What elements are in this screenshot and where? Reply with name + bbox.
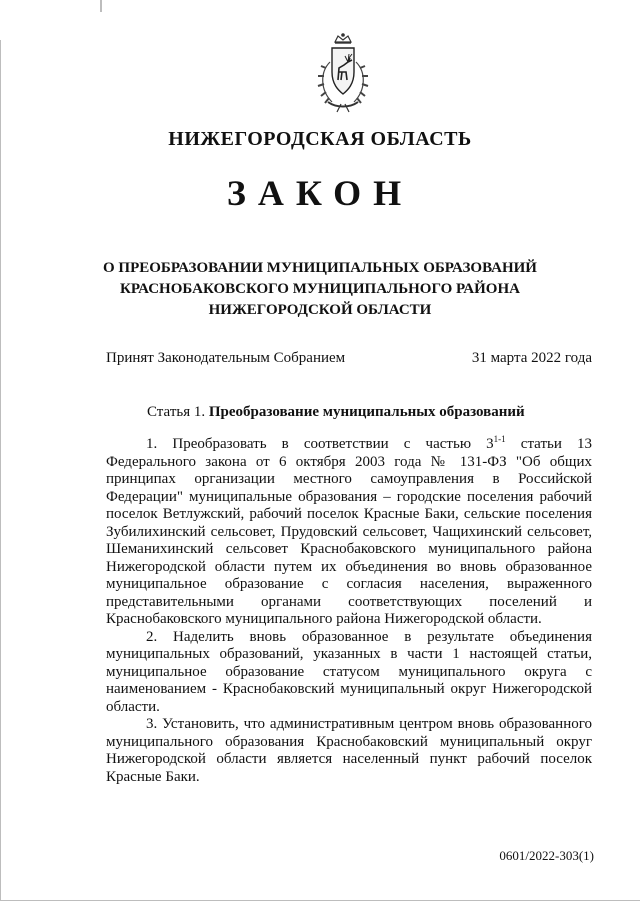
- paragraph-text: статьи 13: [505, 436, 593, 452]
- paragraph-line: представительными органами соответствующих поселений и: [106, 593, 592, 610]
- paragraph-line: Шеманихинский сельсовет Краснобаковского муниципального района: [106, 541, 592, 557]
- scan-edge-mark: [0, 40, 1, 900]
- paragraph-line: [106, 436, 592, 454]
- paragraph-line: Федерации" муниципальные образования – городские поселения рабочий: [106, 488, 592, 505]
- adopted-by: Принят Законодательным Собранием: [106, 350, 346, 366]
- paragraph-line: Зубилихинский сельсовет, Прудовский сельсовет, Чащихинский сельсовет,: [106, 523, 592, 540]
- article-label: Статья 1.: [147, 404, 206, 420]
- paragraph-line: Нижегородской области путем их объединения во вновь образованное: [106, 558, 592, 575]
- adoption-line: [106, 350, 592, 367]
- paragraph-line: муниципальное образование статусом муниципального округа с: [106, 663, 592, 680]
- law-subject-line: О ПРЕОБРАЗОВАНИИ МУНИЦИПАЛЬНЫХ ОБРАЗОВАНИЙ: [103, 260, 537, 276]
- scan-edge-mark: [0, 900, 640, 901]
- law-subject: [60, 258, 580, 321]
- paragraph-line: Красные Баки.: [106, 768, 200, 785]
- document-code: 0601/2022-303(1): [499, 848, 594, 863]
- superscript: 1-1: [493, 434, 506, 444]
- paragraph-2: [106, 629, 592, 717]
- paragraph-line: Федерального закона от 6 октября 2003 года № 131-ФЗ "Об общих: [106, 453, 592, 470]
- article-body: [106, 436, 592, 786]
- adoption-date: 31 марта 2022 года: [471, 350, 592, 366]
- paragraph-line: Нижегородской области является населенный пункт рабочий поселок: [106, 751, 592, 767]
- law-subject-line: НИЖЕГОРОДСКОЙ ОБЛАСТИ: [208, 302, 432, 318]
- article-title: Преобразование муниципальных образований: [208, 404, 525, 420]
- paragraph-1: [106, 436, 592, 629]
- paragraph-text: 1. Преобразовать в соответствии с частью 3: [146, 436, 494, 452]
- paragraph-line: муниципальных образований, указанных в части 1 настоящей статьи,: [106, 646, 592, 662]
- paragraph-line: Краснобаковского муниципального района Нижегородской области.: [106, 611, 542, 627]
- document-type-title: ЗАКОН: [226, 173, 414, 213]
- paragraph-line: муниципального образования Краснобаковский муниципальный округ: [106, 733, 592, 750]
- paragraph-line: 3. Установить, что административным центром вновь образованного: [146, 716, 592, 732]
- article-heading: [147, 404, 525, 421]
- region-title: НИЖЕГОРОДСКАЯ ОБЛАСТЬ: [168, 128, 472, 150]
- coat-of-arms-icon: [308, 32, 378, 114]
- paragraph-line: наименованием - Краснобаковский муниципальный округ Нижегородской: [106, 681, 592, 697]
- scan-edge-mark: [100, 0, 102, 12]
- law-subject-line: КРАСНОБАКОВСКОГО МУНИЦИПАЛЬНОГО РАЙОНА: [120, 281, 520, 297]
- paragraph-line: области.: [106, 698, 160, 715]
- paragraph-line: муниципальное образование с согласия населения, выраженного: [106, 576, 592, 592]
- paragraph-line: принципах организации местного самоуправления в Российской: [106, 471, 592, 487]
- paragraph-line: 2. Наделить вновь образованное в результате объединения: [146, 628, 592, 645]
- paragraph-3: [106, 716, 592, 786]
- paragraph-line: поселок Ветлужский, рабочий поселок Красные Баки, сельские поселения: [106, 506, 592, 522]
